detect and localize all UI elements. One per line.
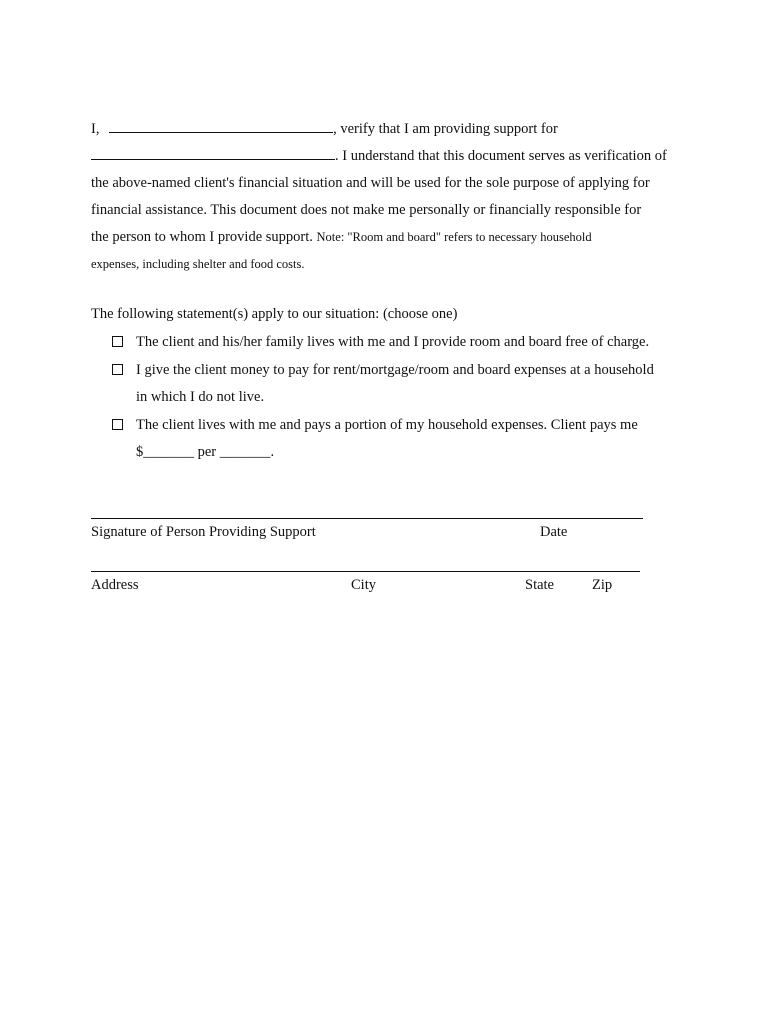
option-2-checkbox[interactable] [112, 364, 123, 375]
statements-heading: The following statement(s) apply to our situation: (choose one) [91, 306, 458, 322]
line2-suffix: . I understand that this document serves as verification of [335, 148, 667, 164]
date-label: Date [540, 524, 568, 540]
address-line[interactable] [91, 571, 640, 572]
option-3-text-line-1: The client lives with me and pays a portion of my household expenses. Client pays me [136, 417, 638, 433]
option-1-checkbox[interactable] [112, 336, 123, 347]
option-2-text-line-2: in which I do not live. [136, 389, 265, 405]
zip-label: Zip [592, 577, 613, 593]
paragraph-line-6: expenses, including shelter and food costs. [91, 257, 305, 271]
option-3-checkbox[interactable] [112, 419, 123, 430]
paragraph-line-2 [91, 147, 667, 165]
paragraph-line-4: financial assistance. This document does not make me personally or financially responsible for [91, 202, 642, 218]
option-3-text-line-2 [136, 443, 274, 461]
line1-suffix: , verify that I am providing support for [333, 121, 558, 137]
amount-blank[interactable]: $_______ [136, 444, 194, 460]
paragraph-line-3: the above-named client's financial situation and will be used for the sole purpose of applying for [91, 175, 650, 191]
signature-label: Signature of Person Providing Support [91, 524, 316, 540]
client-name-blank[interactable] [91, 147, 335, 160]
name-of-supporter-blank[interactable] [109, 120, 333, 133]
line1-prefix: I, [91, 121, 100, 137]
option-1-text: The client and his/her family lives with me and I provide room and board free of charge. [136, 334, 650, 350]
paragraph-line-1 [91, 120, 558, 138]
city-label: City [351, 577, 376, 593]
room-and-board-note: Note: "Room and board" refers to necessary household [316, 230, 592, 244]
per-label: per [194, 444, 220, 460]
line5-main: the person to whom I provide support. [91, 229, 317, 245]
period-blank[interactable]: _______. [219, 444, 275, 460]
paragraph-line-5 [91, 228, 592, 246]
address-label: Address [91, 577, 139, 593]
state-label: State [525, 577, 554, 593]
signature-line[interactable] [91, 518, 643, 519]
option-2-text-line-1: I give the client money to pay for rent/mortgage/room and board expenses at a household [136, 362, 654, 378]
